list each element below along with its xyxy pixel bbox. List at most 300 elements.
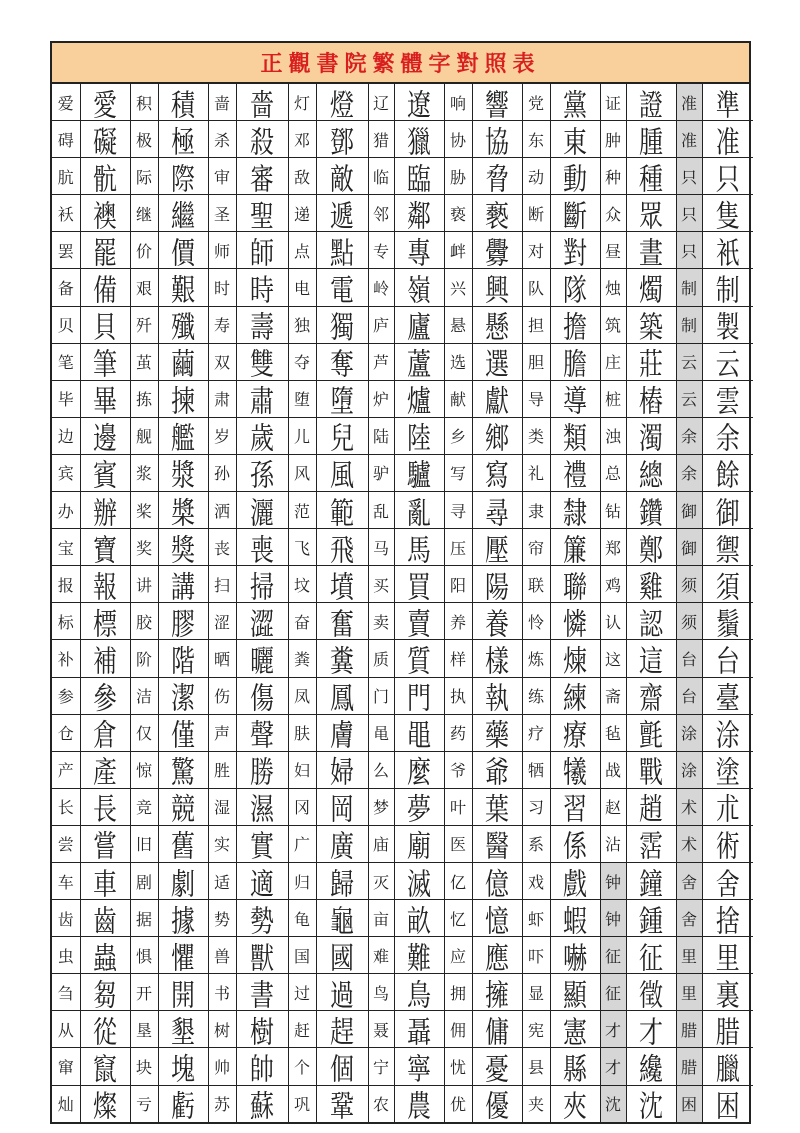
seal-glyph: 曬	[250, 644, 274, 677]
seal-glyph: 應	[485, 940, 509, 974]
simplified-char-cell: 隶	[522, 492, 550, 529]
simplified-char-cell: 晒	[208, 640, 236, 677]
seal-script-char-cell	[394, 603, 444, 640]
seal-glyph: 風	[330, 458, 354, 492]
seal-script-char-cell	[236, 640, 288, 677]
seal-glyph: 雞	[639, 569, 663, 603]
page-title: 正觀書院繁體字對照表	[260, 51, 541, 77]
simplified-char-cell: 适	[208, 862, 236, 899]
seal-script-char-cell	[394, 937, 444, 974]
seal-script-char-cell	[626, 158, 676, 195]
seal-script-char-cell	[626, 566, 676, 603]
simplified-char-cell: 虾	[522, 900, 550, 937]
seal-script-char-cell	[472, 825, 522, 862]
seal-script-char-cell	[316, 454, 368, 491]
simplified-char-cell: 阶	[130, 640, 158, 677]
seal-script-char-cell	[550, 566, 600, 603]
simplified-char-cell: 临	[368, 158, 394, 195]
seal-script-char-cell	[80, 269, 130, 306]
seal-glyph: 徵	[639, 977, 663, 1011]
simplified-char-cell: 献	[444, 380, 472, 417]
seal-glyph: 動	[563, 161, 587, 195]
seal-glyph: 制	[715, 273, 740, 307]
simplified-char-cell: 虫	[52, 937, 80, 974]
seal-glyph: 對	[563, 236, 587, 269]
seal-script-char-cell	[158, 380, 208, 417]
simplified-char-cell: 阳	[444, 566, 472, 603]
simplified-char-cell: 据	[130, 900, 158, 937]
simplified-char-cell: 双	[208, 343, 236, 380]
simplified-char-cell: 须	[676, 566, 702, 603]
seal-script-char-cell	[702, 1011, 753, 1048]
seal-glyph: 貝	[93, 310, 117, 344]
seal-script-char-cell	[702, 1085, 753, 1122]
seal-glyph: 夾	[563, 1089, 587, 1122]
simplified-char-cell: 标	[52, 603, 80, 640]
seal-glyph: 優	[485, 1089, 509, 1122]
simplified-char-cell: 总	[600, 454, 626, 491]
seal-script-char-cell	[236, 269, 288, 306]
simplified-char-cell: 丧	[208, 529, 236, 566]
seal-glyph: 歲	[250, 421, 274, 455]
seal-script-char-cell	[80, 84, 130, 121]
seal-script-char-cell	[702, 343, 753, 380]
seal-glyph: 眾	[639, 198, 663, 232]
simplified-char-cell: 尝	[52, 825, 80, 862]
seal-script-char-cell	[550, 900, 600, 937]
seal-glyph: 艱	[171, 273, 195, 307]
seal-script-char-cell	[158, 677, 208, 714]
seal-glyph: 邊	[93, 421, 117, 455]
simplified-char-cell: 师	[208, 232, 236, 269]
seal-glyph: 聯	[563, 569, 587, 603]
simplified-char-cell: 肮	[52, 158, 80, 195]
simplified-char-cell: 显	[522, 974, 550, 1011]
seal-script-char-cell	[316, 677, 368, 714]
seal-glyph: 製	[715, 310, 740, 344]
seal-script-char-cell	[394, 269, 444, 306]
simplified-char-cell: 茧	[130, 343, 158, 380]
simplified-char-cell: 车	[52, 862, 80, 899]
simplified-char-cell: 灯	[288, 84, 316, 121]
simplified-char-cell: 忆	[444, 900, 472, 937]
seal-glyph: 雙	[250, 347, 274, 381]
simplified-char-cell: 舍	[676, 900, 702, 937]
seal-glyph: 鐘	[639, 866, 663, 900]
simplified-char-cell: 旧	[130, 825, 158, 862]
simplified-char-cell: 余	[676, 454, 702, 491]
simplified-char-cell: 执	[444, 677, 472, 714]
seal-glyph: 漿	[171, 458, 195, 492]
character-table	[52, 84, 753, 1122]
simplified-char-cell: 湿	[208, 788, 236, 825]
seal-glyph: 筆	[93, 347, 117, 381]
seal-glyph: 晝	[639, 236, 663, 269]
seal-glyph: 築	[639, 310, 663, 344]
seal-script-char-cell	[626, 751, 676, 788]
seal-script-char-cell	[158, 751, 208, 788]
seal-glyph: 嚇	[563, 940, 587, 974]
seal-script-char-cell	[80, 158, 130, 195]
seal-script-char-cell	[394, 825, 444, 862]
seal-glyph: 個	[330, 1052, 354, 1086]
seal-glyph: 沈	[639, 1089, 663, 1122]
seal-glyph: 犧	[563, 755, 587, 789]
simplified-char-cell: 养	[444, 603, 472, 640]
simplified-char-cell: 炉	[368, 380, 394, 417]
seal-glyph: 廟	[407, 829, 431, 863]
simplified-char-cell: 云	[676, 343, 702, 380]
simplified-char-cell: 东	[522, 121, 550, 158]
seal-glyph: 療	[563, 718, 587, 752]
seal-script-char-cell	[236, 566, 288, 603]
simplified-char-cell: 里	[676, 937, 702, 974]
seal-glyph: 隸	[563, 495, 587, 529]
seal-glyph: 畢	[93, 384, 117, 418]
seal-glyph: 衹	[715, 236, 740, 269]
seal-glyph: 臨	[407, 161, 431, 195]
simplified-char-cell: 佣	[444, 1011, 472, 1048]
seal-glyph: 鄧	[330, 124, 354, 158]
simplified-char-cell: 碍	[52, 121, 80, 158]
simplified-char-cell: 腊	[676, 1011, 702, 1048]
simplified-char-cell: 归	[288, 862, 316, 899]
seal-glyph: 蘆	[407, 347, 431, 381]
simplified-char-cell: 买	[368, 566, 394, 603]
simplified-char-cell: 拥	[444, 974, 472, 1011]
simplified-char-cell: 才	[600, 1011, 626, 1048]
seal-script-char-cell	[158, 974, 208, 1011]
seal-script-char-cell	[702, 417, 753, 454]
seal-script-char-cell	[472, 84, 522, 121]
seal-glyph: 備	[93, 273, 117, 307]
seal-script-char-cell	[702, 974, 753, 1011]
simplified-char-cell: 肃	[208, 380, 236, 417]
seal-script-char-cell	[472, 677, 522, 714]
seal-glyph: 車	[93, 866, 117, 900]
seal-glyph: 戲	[563, 866, 587, 900]
simplified-char-cell: 郑	[600, 529, 626, 566]
seal-glyph: 競	[171, 792, 195, 826]
simplified-char-cell: 圣	[208, 195, 236, 232]
simplified-char-cell: 练	[522, 677, 550, 714]
seal-glyph: 驚	[171, 755, 195, 789]
seal-script-char-cell	[550, 974, 600, 1011]
seal-script-char-cell	[316, 603, 368, 640]
seal-glyph: 糞	[330, 644, 354, 677]
simplified-char-cell: 党	[522, 84, 550, 121]
seal-glyph: 辦	[93, 495, 117, 529]
seal-script-char-cell	[316, 232, 368, 269]
simplified-char-cell: 征	[600, 974, 626, 1011]
simplified-char-cell: 准	[676, 121, 702, 158]
seal-script-char-cell	[236, 121, 288, 158]
seal-glyph: 墾	[171, 1015, 195, 1048]
seal-glyph: 隻	[715, 198, 740, 232]
seal-glyph: 報	[93, 569, 117, 603]
seal-glyph: 聲	[250, 718, 274, 752]
seal-glyph: 長	[93, 792, 117, 826]
seal-glyph: 繼	[171, 198, 195, 232]
seal-glyph: 養	[485, 606, 509, 640]
seal-script-char-cell	[158, 937, 208, 974]
simplified-char-cell: 类	[522, 417, 550, 454]
seal-script-char-cell	[80, 417, 130, 454]
table-row	[52, 1048, 753, 1085]
seal-script-char-cell	[472, 640, 522, 677]
simplified-char-cell: 众	[600, 195, 626, 232]
seal-glyph: 膽	[563, 347, 587, 381]
seal-script-char-cell	[626, 232, 676, 269]
seal-glyph: 書	[250, 977, 274, 1011]
seal-glyph: 點	[330, 236, 354, 269]
seal-script-char-cell	[316, 974, 368, 1011]
seal-script-char-cell	[702, 269, 753, 306]
seal-glyph: 階	[171, 644, 195, 677]
seal-script-char-cell	[626, 900, 676, 937]
seal-script-char-cell	[626, 825, 676, 862]
simplified-char-cell: 药	[444, 714, 472, 751]
simplified-char-cell: 县	[522, 1048, 550, 1085]
simplified-char-cell: 鸡	[600, 566, 626, 603]
simplified-char-cell: 疗	[522, 714, 550, 751]
seal-script-char-cell	[472, 380, 522, 417]
seal-script-char-cell	[316, 1048, 368, 1085]
seal-script-char-cell	[472, 751, 522, 788]
seal-glyph: 術	[715, 829, 740, 863]
seal-script-char-cell	[394, 343, 444, 380]
seal-script-char-cell	[394, 900, 444, 937]
simplified-char-cell: 桨	[130, 492, 158, 529]
simplified-char-cell: 洁	[130, 677, 158, 714]
seal-glyph: 時	[250, 273, 274, 307]
simplified-char-cell: 卖	[368, 603, 394, 640]
seal-glyph: 齒	[93, 903, 117, 937]
simplified-char-cell: 宁	[368, 1048, 394, 1085]
seal-glyph: 奮	[330, 606, 354, 640]
seal-script-char-cell	[472, 232, 522, 269]
simplified-char-cell: 伤	[208, 677, 236, 714]
simplified-char-cell: 戏	[522, 862, 550, 899]
simplified-char-cell: 邻	[368, 195, 394, 232]
simplified-char-cell: 亵	[444, 195, 472, 232]
seal-glyph: 極	[171, 124, 195, 158]
simplified-char-cell: 涩	[208, 603, 236, 640]
seal-script-char-cell	[626, 677, 676, 714]
simplified-char-cell: 只	[676, 195, 702, 232]
seal-glyph: 劇	[171, 866, 195, 900]
seal-glyph: 澀	[250, 606, 274, 640]
seal-glyph: 趕	[330, 1015, 354, 1048]
simplified-char-cell: 亏	[130, 1085, 158, 1122]
seal-glyph: 捨	[715, 903, 740, 937]
simplified-char-cell: 夹	[522, 1085, 550, 1122]
seal-script-char-cell	[550, 343, 600, 380]
seal-script-char-cell	[80, 862, 130, 899]
simplified-char-cell: 窜	[52, 1048, 80, 1085]
seal-script-char-cell	[550, 84, 600, 121]
seal-script-char-cell	[80, 529, 130, 566]
seal-glyph: 適	[250, 866, 274, 900]
seal-script-char-cell	[626, 269, 676, 306]
simplified-char-cell: 沾	[600, 825, 626, 862]
seal-glyph: 憲	[563, 1015, 587, 1048]
simplified-char-cell: 烛	[600, 269, 626, 306]
seal-script-char-cell	[550, 417, 600, 454]
seal-script-char-cell	[472, 343, 522, 380]
seal-glyph: 准	[715, 124, 740, 158]
seal-script-char-cell	[158, 566, 208, 603]
simplified-char-cell: 医	[444, 825, 472, 862]
seal-script-char-cell	[158, 529, 208, 566]
simplified-char-cell: 粪	[288, 640, 316, 677]
seal-glyph: 岡	[330, 792, 354, 826]
seal-script-char-cell	[702, 84, 753, 121]
simplified-char-cell: 筑	[600, 306, 626, 343]
simplified-char-cell: 袄	[52, 195, 80, 232]
seal-script-char-cell	[702, 529, 753, 566]
simplified-char-cell: 应	[444, 937, 472, 974]
simplified-char-cell: 浆	[130, 454, 158, 491]
seal-script-char-cell	[80, 640, 130, 677]
simplified-char-cell: 灭	[368, 862, 394, 899]
table-row	[52, 566, 753, 603]
table-row	[52, 751, 753, 788]
simplified-char-cell: 兽	[208, 937, 236, 974]
seal-glyph: 霑	[639, 829, 663, 863]
simplified-char-cell: 爱	[52, 84, 80, 121]
simplified-char-cell: 凤	[288, 677, 316, 714]
seal-glyph: 禮	[563, 458, 587, 492]
seal-glyph: 腊	[715, 1015, 740, 1048]
simplified-char-cell: 制	[676, 269, 702, 306]
seal-glyph: 寫	[485, 458, 509, 492]
seal-script-char-cell	[158, 121, 208, 158]
simplified-char-cell: 响	[444, 84, 472, 121]
seal-glyph: 補	[93, 644, 117, 677]
seal-script-char-cell	[626, 380, 676, 417]
simplified-char-cell: 导	[522, 380, 550, 417]
seal-script-char-cell	[236, 1085, 288, 1122]
seal-glyph: 斷	[563, 198, 587, 232]
seal-glyph: 際	[171, 161, 195, 195]
seal-script-char-cell	[236, 1048, 288, 1085]
seal-glyph: 樣	[485, 644, 509, 677]
simplified-char-cell: 余	[676, 417, 702, 454]
simplified-char-cell: 宝	[52, 529, 80, 566]
seal-script-char-cell	[702, 306, 753, 343]
seal-glyph: 齋	[639, 681, 663, 715]
seal-script-char-cell	[158, 343, 208, 380]
seal-script-char-cell	[702, 195, 753, 232]
seal-glyph: 只	[715, 161, 740, 195]
seal-script-char-cell	[316, 862, 368, 899]
seal-glyph: 講	[171, 569, 195, 603]
seal-glyph: 礙	[93, 124, 117, 158]
simplified-char-cell: 亩	[368, 900, 394, 937]
simplified-char-cell: 驴	[368, 454, 394, 491]
seal-glyph: 龜	[330, 903, 354, 937]
seal-glyph: 蘇	[250, 1089, 274, 1122]
seal-script-char-cell	[316, 158, 368, 195]
simplified-char-cell: 巩	[288, 1085, 316, 1122]
seal-script-char-cell	[394, 306, 444, 343]
simplified-char-cell: 联	[522, 566, 550, 603]
simplified-char-cell: 扫	[208, 566, 236, 603]
seal-script-char-cell	[316, 529, 368, 566]
seal-script-char-cell	[158, 1048, 208, 1085]
seal-script-char-cell	[394, 380, 444, 417]
seal-glyph: 膠	[171, 606, 195, 640]
simplified-char-cell: 台	[676, 677, 702, 714]
seal-script-char-cell	[626, 195, 676, 232]
seal-glyph: 專	[407, 236, 431, 269]
simplified-char-cell: 啬	[208, 84, 236, 121]
seal-script-char-cell	[80, 974, 130, 1011]
seal-script-char-cell	[394, 714, 444, 751]
seal-script-char-cell	[550, 269, 600, 306]
seal-script-char-cell	[80, 603, 130, 640]
seal-glyph: 爐	[407, 384, 431, 418]
simplified-char-cell: 斋	[600, 677, 626, 714]
seal-script-char-cell	[394, 677, 444, 714]
simplified-char-cell: 衅	[444, 232, 472, 269]
table-row	[52, 603, 753, 640]
seal-glyph: 產	[93, 755, 117, 789]
seal-script-char-cell	[394, 566, 444, 603]
seal-script-char-cell	[236, 195, 288, 232]
seal-glyph: 興	[485, 273, 509, 307]
seal-glyph: 準	[715, 87, 740, 121]
simplified-char-cell: 实	[208, 825, 236, 862]
simplified-char-cell: 选	[444, 343, 472, 380]
seal-script-char-cell	[158, 492, 208, 529]
seal-script-char-cell	[236, 751, 288, 788]
seal-script-char-cell	[550, 232, 600, 269]
seal-script-char-cell	[702, 714, 753, 751]
simplified-char-cell: 样	[444, 640, 472, 677]
seal-glyph: 勝	[250, 755, 274, 789]
simplified-char-cell: 声	[208, 714, 236, 751]
simplified-char-cell: 苏	[208, 1085, 236, 1122]
simplified-char-cell: 战	[600, 751, 626, 788]
table-row	[52, 380, 753, 417]
seal-script-char-cell	[626, 1048, 676, 1085]
seal-glyph: 蟲	[93, 940, 117, 974]
seal-glyph: 難	[407, 940, 431, 974]
seal-glyph: 門	[407, 681, 431, 715]
seal-glyph: 臘	[715, 1052, 740, 1086]
simplified-char-cell: 仓	[52, 714, 80, 751]
simplified-char-cell: 积	[130, 84, 158, 121]
seal-glyph: 藥	[485, 718, 509, 752]
simplified-char-cell: 贝	[52, 306, 80, 343]
seal-glyph: 鄭	[639, 532, 663, 566]
table-row	[52, 529, 753, 566]
simplified-char-cell: 个	[288, 1048, 316, 1085]
seal-glyph: 亂	[407, 495, 431, 529]
seal-script-char-cell	[626, 1011, 676, 1048]
seal-script-char-cell	[550, 640, 600, 677]
seal-script-char-cell	[472, 529, 522, 566]
seal-script-char-cell	[472, 714, 522, 751]
seal-glyph: 寶	[93, 532, 117, 566]
simplified-char-cell: 认	[600, 603, 626, 640]
seal-glyph: 御	[715, 495, 740, 529]
seal-glyph: 戰	[639, 755, 663, 789]
seal-glyph: 鳳	[330, 681, 354, 715]
seal-script-char-cell	[394, 84, 444, 121]
